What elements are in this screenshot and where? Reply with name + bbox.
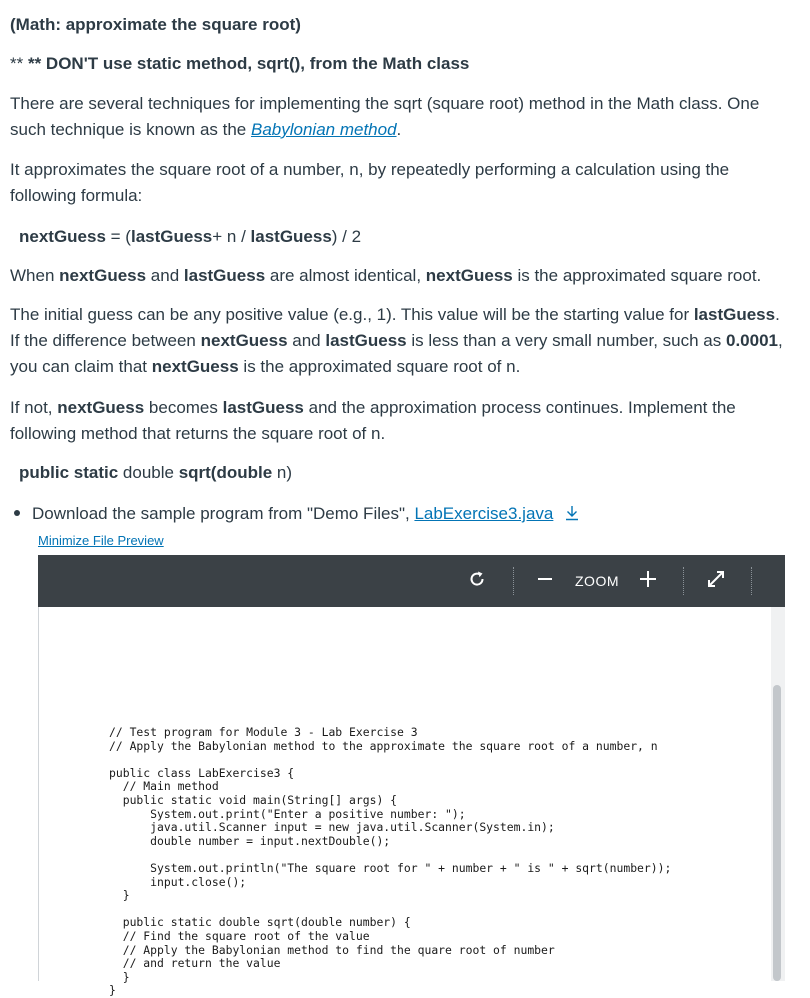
ifnot-line-1 (10, 395, 736, 421)
initial-line-1 (10, 302, 780, 328)
text: . (775, 305, 780, 324)
assignment-heading: (Math: approximate the square root) (10, 15, 301, 34)
bold-term: nextGuess (57, 398, 145, 417)
identical-paragraph (10, 263, 761, 289)
document-page (38, 607, 772, 998)
bold-term: lastGuess (222, 398, 304, 417)
warning-note: ** ** DON'T use static method, sqrt(), from the Math class (10, 54, 470, 73)
ifnot-line-2: following method that returns the square root of n. (10, 424, 386, 443)
rotate-button[interactable] (462, 555, 492, 607)
text: and the approximation process continues. Implement the (303, 398, 736, 417)
text: If the difference between (10, 331, 201, 350)
formula-eq: = ( (105, 227, 131, 246)
initial-line-3 (10, 354, 520, 380)
bold-term: sqrt(double (178, 463, 273, 482)
rotate-icon (467, 569, 487, 594)
scrollbar-thumb[interactable] (773, 685, 781, 981)
bold-term: public static (19, 463, 119, 482)
text: and (146, 266, 184, 285)
bold-term: nextGuess (200, 331, 288, 350)
formula-last-guess-2: lastGuess (250, 227, 332, 246)
text: is less than a very small number, such as (406, 331, 726, 350)
formula-next-guess: nextGuess (19, 227, 106, 246)
zoom-in-button[interactable] (635, 555, 661, 607)
plus-icon (639, 570, 657, 593)
minimize-file-preview-link[interactable]: Minimize File Preview (38, 533, 164, 548)
text: double (118, 463, 179, 482)
warning-text: ** DON'T use static method, sqrt(), from the Math class (27, 54, 470, 73)
preview-toolbar (38, 555, 785, 607)
expand-icon (706, 569, 726, 594)
bold-term: lastGuess (693, 305, 776, 324)
formula-intro-line-1: It approximates the square root of a number, n, by repeatedly performing a calculation using the (10, 160, 730, 179)
text: n) (272, 463, 293, 482)
intro-text: such technique is known as the (10, 120, 251, 139)
formula-last-guess-1: lastGuess (130, 227, 213, 246)
minus-icon (537, 571, 553, 592)
text: becomes (144, 398, 223, 417)
bold-term: lastGuess (325, 331, 407, 350)
bold-term: nextGuess (59, 266, 147, 285)
toolbar-divider (683, 567, 684, 595)
formula-mid: + n / (212, 227, 251, 246)
intro-line-2 (10, 117, 401, 143)
intro-period: . (396, 120, 402, 139)
zoom-label: ZOOM (575, 573, 619, 589)
bold-term: nextGuess (151, 357, 239, 376)
bold-term: nextGuess (425, 266, 513, 285)
zoom-out-button[interactable] (532, 555, 558, 607)
bold-term: lastGuess (183, 266, 266, 285)
text: When (10, 266, 60, 285)
download-icon[interactable] (559, 506, 579, 523)
text: If not, (10, 398, 58, 417)
download-list-item (14, 501, 580, 528)
download-text: Download the sample program from "Demo Files", (32, 504, 415, 523)
toolbar-divider (751, 567, 752, 595)
formula-end: ) / 2 (331, 227, 362, 246)
text: is the approximated square root. (512, 266, 762, 285)
labexercise3-file-link[interactable]: LabExercise3.java (414, 504, 554, 523)
babylonian-method-link[interactable]: Babylonian method (250, 120, 397, 139)
initial-line-2 (10, 328, 783, 354)
intro-line-1: There are several techniques for implementing the sqrt (square root) method in the Math class. One (10, 94, 760, 113)
file-preview (38, 555, 785, 998)
formula-intro-line-2: following formula: (10, 186, 143, 205)
method-signature (19, 460, 292, 486)
text: The initial guess can be any positive value (e.g., 1). This value will be the starting value for (10, 305, 694, 324)
text: and (287, 331, 326, 350)
formula (19, 224, 361, 250)
fullscreen-button[interactable] (702, 555, 730, 607)
text: are almost identical, (265, 266, 426, 285)
toolbar-divider (513, 567, 514, 595)
bold-term: 0.0001 (725, 331, 778, 350)
text: is the approximated square root of n. (238, 357, 521, 376)
bullet-icon (14, 510, 20, 516)
text: , (777, 331, 783, 350)
text: you can claim that (10, 357, 152, 376)
java-source-code: // Test program for Module 3 - Lab Exercise 3 // Apply the Babylonian method to the approximate the square root of a number, n public class LabExercise3 { // Main method public static void main(String[] args) { System.out.print("Enter a positive number: "); java.util.Scanner input = new java.util.Scanner(System.in); double number = input.nextDouble(); System.out.println("The square root for " + number + " is " + sqrt(number)); input.close(); } public static double sqrt(double number) { // Find the square root of the value // Apply the Babylonian method to find the quare root of number // and return the value } } (109, 725, 672, 998)
